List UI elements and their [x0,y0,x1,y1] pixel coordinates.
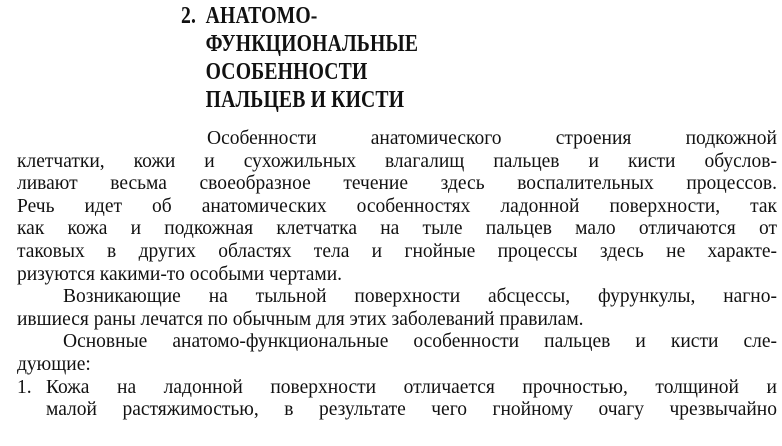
paragraph-1-line: как кожа и подкожная клетчатка на тыле пальцев мало отличаются от [17,218,777,240]
heading-number: 2. [181,3,197,29]
list-item-1-continuation: малой растяжимостью, в результате чего гнойному очагу чрезвычайно [46,399,777,421]
paragraph-1-line: Речь идет об анатомических особенностях ладонной поверхности, так [17,195,777,217]
heading-line-3: ОСОБЕННОСТИ [205,59,368,85]
paragraph-3-line: Основные анатомо-функциональные особенности пальцев и кисти сле- [63,331,777,353]
paragraph-2-line: Возникающие на тыльной поверхности абсцессы, фурункулы, нагно- [63,286,777,308]
list-item-text: Кожа на ладонной поверхности отличается прочностью, толщиной и [46,376,777,398]
paragraph-2-line: ившиеся раны лечатся по обычным для этих заболеваний правилам. [17,308,584,330]
section-heading [181,2,525,114]
paragraph-1-line: Особенности анатомического строения подкожной [207,128,777,149]
heading-line-1 [181,2,525,30]
heading-line-2: ФУНКЦИОНАЛЬНЫЕ [205,31,419,57]
paragraph-1-line: таковых в других областях тела и гнойные процессы здесь не характе- [17,240,777,262]
heading-text-1: АНАТОМО- [205,3,318,29]
paragraph-1-line: ризуются какими-то особыми чертами. [17,263,343,285]
paragraph-3-line: дующие: [17,353,91,375]
list-item-1 [17,377,777,400]
list-item-marker: 1. [17,376,32,398]
body-text [17,128,777,422]
heading-line-4: ПАЛЬЦЕВ И КИСТИ [205,87,405,113]
paragraph-1-line: клетчатки, кожи и сухожильных влагалищ пальцев и кисти обуслов- [17,150,777,172]
paragraph-1-line: ливают весьма своеобразное течение здесь воспалительных процессов. [17,173,777,195]
